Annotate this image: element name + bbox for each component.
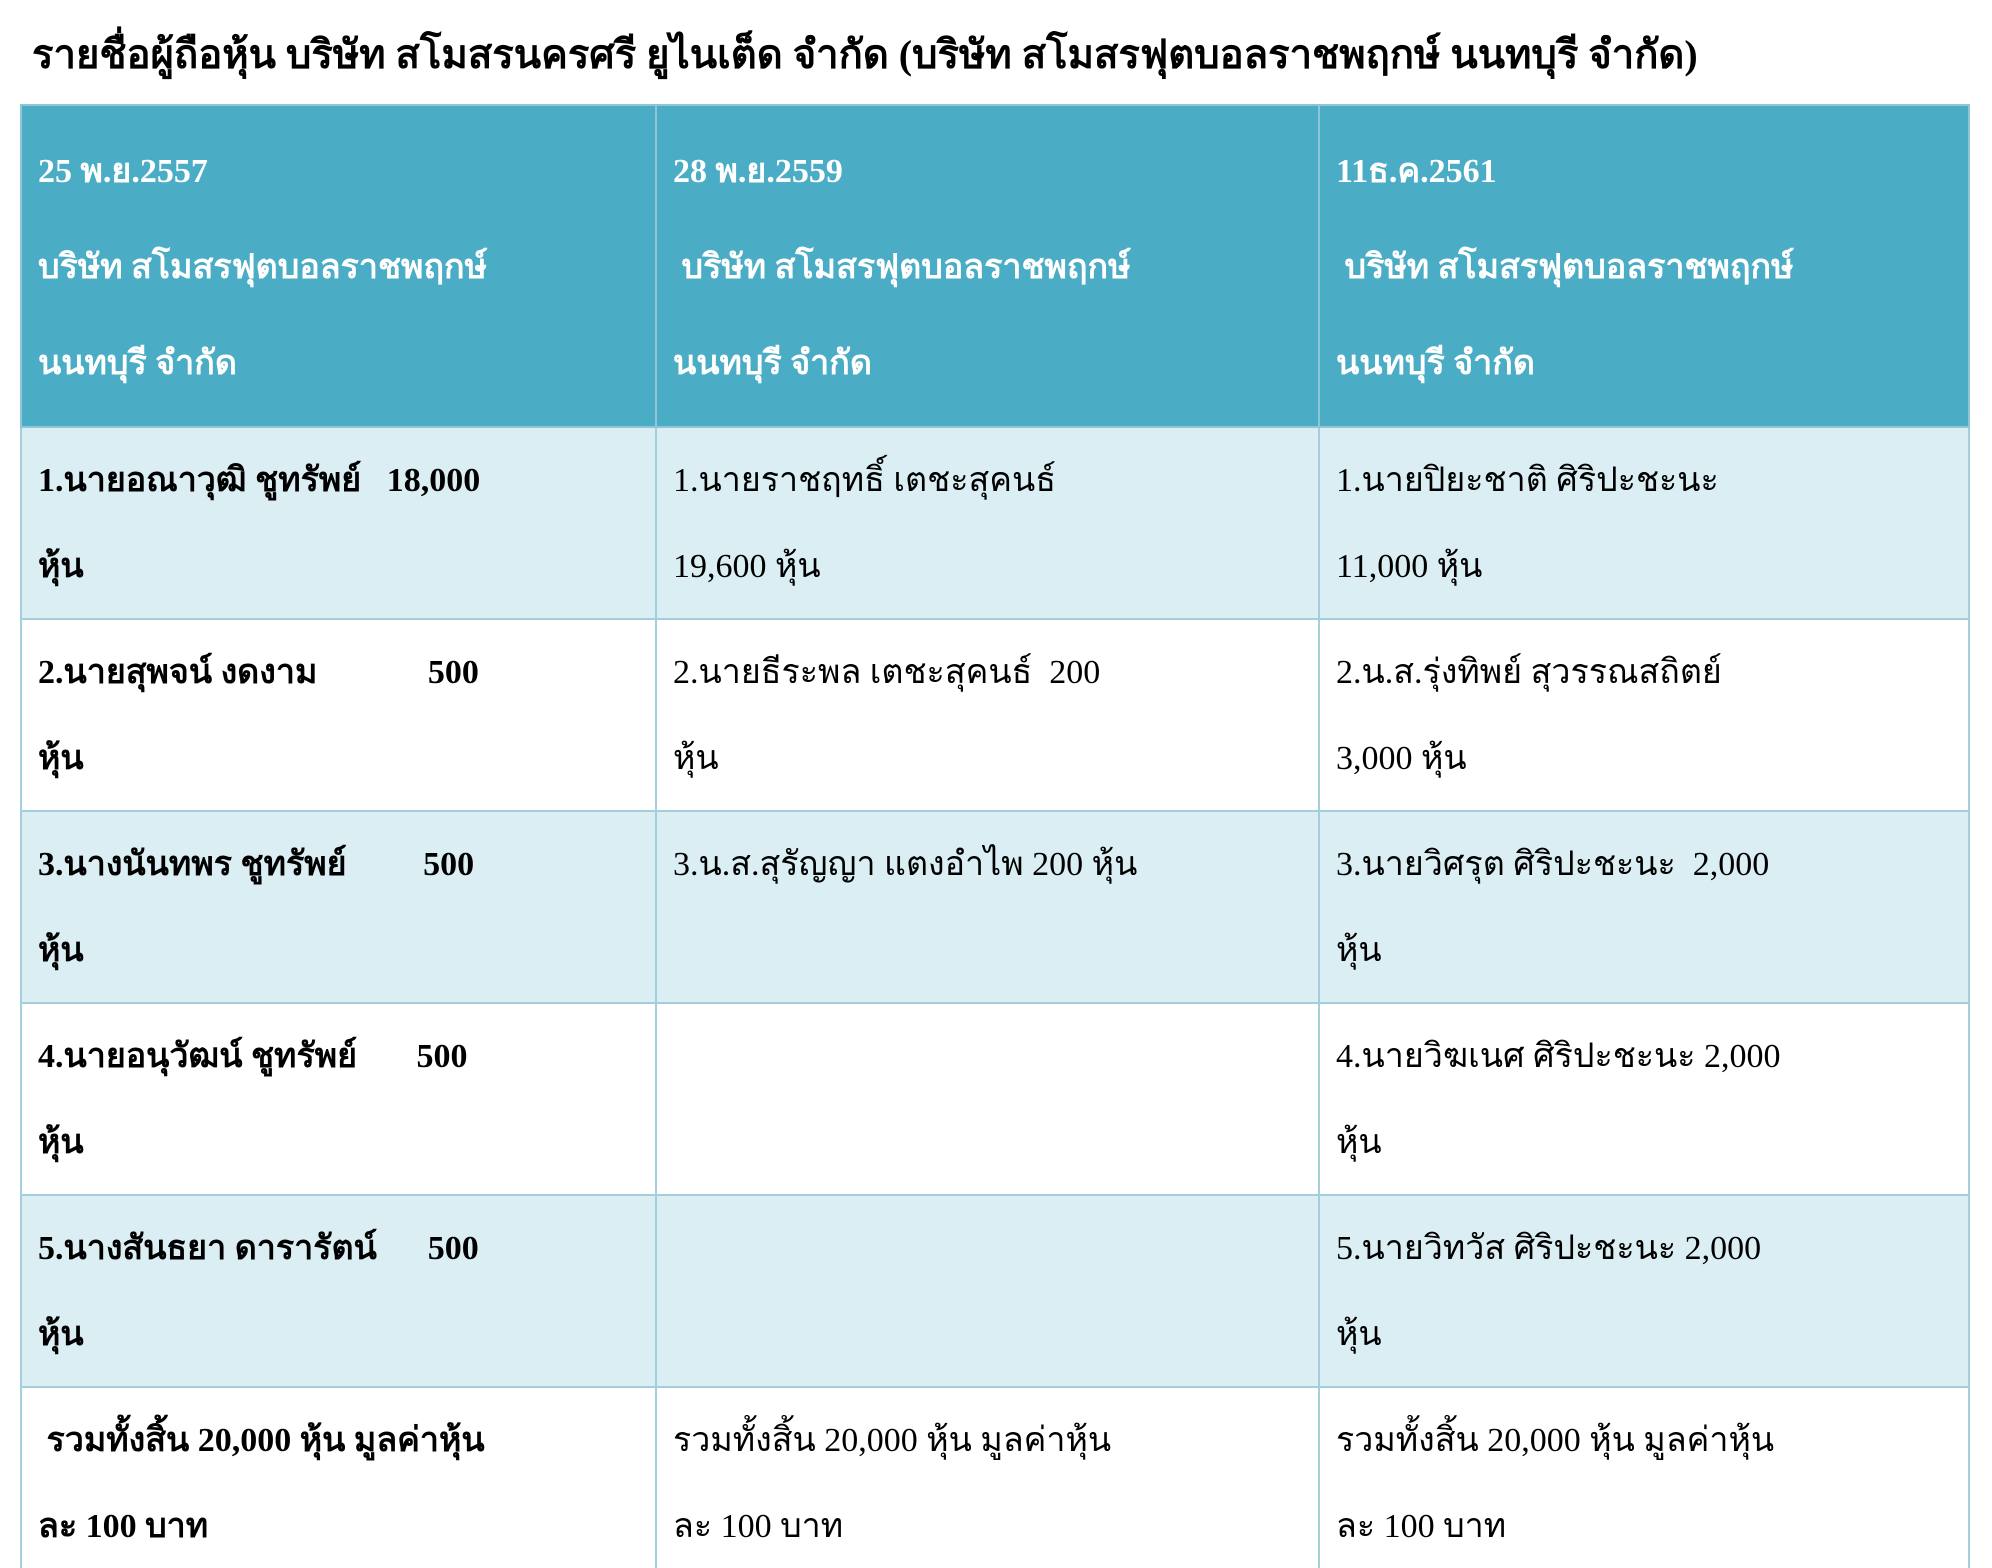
header-col-2559	[656, 105, 1319, 427]
cell-line-1: 4.นายวิฆเนศ ศิริปะชะนะ 2,000	[1336, 1038, 1781, 1075]
shareholder-cell	[656, 811, 1319, 1003]
cell-line-1: 2.นายธีระพล เตชะสุคนธ์ 200	[673, 654, 1101, 691]
shareholder-cell	[21, 427, 656, 619]
cell-line-1: 5.นางสันธยา ดารารัตน์ 500	[38, 1230, 479, 1267]
table-row-2	[21, 619, 1969, 811]
shareholder-cell	[21, 811, 656, 1003]
cell-line-1: 3.น.ส.สุรัญญา แตงอำไพ 200 หุ้น	[673, 846, 1138, 883]
cell-line-2: 11,000 หุ้น	[1336, 548, 1483, 585]
cell-line-2: หุ้น	[1336, 1316, 1382, 1353]
shareholder-cell	[1319, 811, 1969, 1003]
cell-line-2: ละ 100 บาท	[1336, 1508, 1507, 1545]
cell-line-2: หุ้น	[38, 548, 84, 585]
shareholder-cell	[1319, 427, 1969, 619]
cell-line-1: รวมทั้งสิ้น 20,000 หุ้น มูลค่าหุ้น	[1336, 1422, 1775, 1459]
table-row-1	[21, 427, 1969, 619]
cell-line-1: 4.นายอนุวัฒน์ ชูทรัพย์ 500	[38, 1038, 468, 1075]
cell-line-2: หุ้น	[38, 740, 84, 777]
cell-line-1: 2.นายสุพจน์ งดงาม 500	[38, 654, 479, 691]
cell-line-2: หุ้น	[38, 1316, 84, 1353]
cell-line-2: หุ้น	[673, 740, 719, 777]
header-date: 28 พ.ย.2559	[673, 153, 843, 190]
header-company-line1: บริษัท สโมสรฟุตบอลราชพฤกษ์	[38, 249, 488, 286]
header-col-2557	[21, 105, 656, 427]
cell-line-2: 3,000 หุ้น	[1336, 740, 1467, 777]
shareholder-cell	[656, 427, 1319, 619]
cell-line-2: หุ้น	[1336, 932, 1382, 969]
cell-line-1: 1.นายปิยะชาติ ศิริปะชะนะ	[1336, 462, 1719, 499]
table-row-total	[21, 1387, 1969, 1568]
cell-line-1: 1.นายอณาวุฒิ ชูทรัพย์ 18,000	[38, 462, 481, 499]
cell-line-1: 5.นายวิทวัส ศิริปะชะนะ 2,000	[1336, 1230, 1762, 1267]
header-company-line2: นนทบุรี จำกัด	[38, 345, 237, 382]
total-cell	[656, 1387, 1319, 1568]
shareholder-cell	[21, 619, 656, 811]
header-company-line2: นนทบุรี จำกัด	[1336, 345, 1535, 382]
shareholders-table	[20, 104, 1970, 1568]
table-row-5	[21, 1195, 1969, 1387]
header-date: 11ธ.ค.2561	[1336, 153, 1497, 190]
cell-line-1: 1.นายราชฤทธิ์ เตชะสุคนธ์	[673, 462, 1056, 499]
cell-line-2: 19,600 หุ้น	[673, 548, 821, 585]
shareholder-cell	[1319, 1195, 1969, 1387]
shareholder-cell	[21, 1195, 656, 1387]
cell-line-2: หุ้น	[38, 1124, 84, 1161]
cell-line-1: 2.น.ส.รุ่งทิพย์ สุวรรณสถิตย์	[1336, 654, 1722, 691]
page-title: รายชื่อผู้ถือหุ้น บริษัท สโมสรนครศรี ยูไนเต็ด จำกัด (บริษัท สโมสรฟุตบอลราชพฤกษ์ นนทบุรี จำกัด)	[32, 32, 1698, 77]
cell-line-1: รวมทั้งสิ้น 20,000 หุ้น มูลค่าหุ้น	[38, 1422, 485, 1459]
shareholder-cell	[1319, 1003, 1969, 1195]
table-row-4	[21, 1003, 1969, 1195]
header-company-line1: บริษัท สโมสรฟุตบอลราชพฤกษ์	[1336, 249, 1794, 286]
cell-line-2: หุ้น	[1336, 1124, 1382, 1161]
table-row-3	[21, 811, 1969, 1003]
total-cell	[1319, 1387, 1969, 1568]
shareholder-cell	[656, 619, 1319, 811]
shareholder-cell	[656, 1195, 1319, 1387]
table-header-row	[21, 105, 1969, 427]
shareholder-cell	[21, 1003, 656, 1195]
total-cell	[21, 1387, 656, 1568]
cell-line-2: ละ 100 บาท	[673, 1508, 844, 1545]
shareholder-cell	[656, 1003, 1319, 1195]
header-company-line1: บริษัท สโมสรฟุตบอลราชพฤกษ์	[673, 249, 1131, 286]
shareholder-cell	[1319, 619, 1969, 811]
cell-line-1: 3.นางนันทพร ชูทรัพย์ 500	[38, 846, 475, 883]
cell-line-1: 3.นายวิศรุต ศิริปะชะนะ 2,000	[1336, 846, 1770, 883]
cell-line-2: หุ้น	[38, 932, 84, 969]
header-company-line2: นนทบุรี จำกัด	[673, 345, 872, 382]
header-date: 25 พ.ย.2557	[38, 153, 208, 190]
cell-line-2: ละ 100 บาท	[38, 1508, 209, 1545]
header-col-2561	[1319, 105, 1969, 427]
cell-line-1: รวมทั้งสิ้น 20,000 หุ้น มูลค่าหุ้น	[673, 1422, 1112, 1459]
